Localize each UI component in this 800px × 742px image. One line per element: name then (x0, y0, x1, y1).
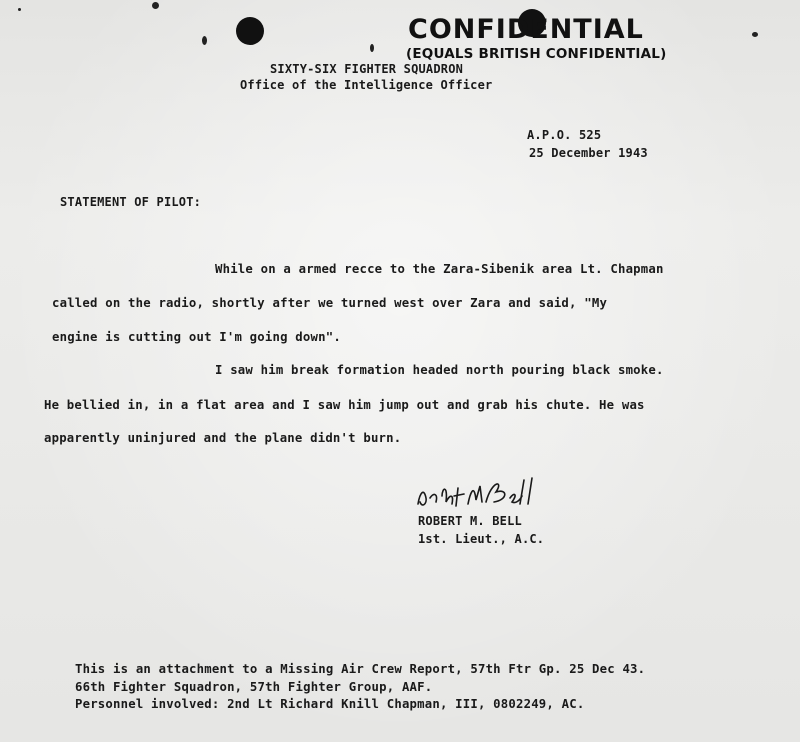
classification-stamp: CONFIDENTIAL (408, 14, 644, 45)
statement-heading: STATEMENT OF PILOT: (60, 195, 202, 209)
statement-line: I saw him break formation headed north pouring black smoke. (215, 363, 664, 377)
signatory-name: ROBERT M. BELL (418, 514, 522, 528)
document-date: 25 December 1943 (529, 146, 648, 160)
ink-speck (152, 2, 159, 9)
statement-line: He bellied in, in a flat area and I saw him jump out and grab his chute. He was (44, 398, 645, 412)
punch-hole-left (236, 17, 264, 45)
signatory-rank: 1st. Lieut., A.C. (418, 532, 545, 546)
ink-speck (370, 44, 374, 52)
apo-number: A.P.O. 525 (527, 128, 602, 142)
statement-line: apparently uninjured and the plane didn't burn. (44, 431, 402, 445)
footer-line: This is an attachment to a Missing Air Crew Report, 57th Ftr Gp. 25 Dec 43. (75, 662, 646, 676)
statement-line: engine is cutting out I'm going down". (52, 330, 341, 344)
statement-line: While on a armed recce to the Zara-Sibenik area Lt. Chapman (215, 262, 664, 276)
classification-equivalent: (EQUALS BRITISH CONFIDENTIAL) (406, 46, 667, 62)
office-name: Office of the Intelligence Officer (240, 78, 493, 92)
unit-name: SIXTY-SIX FIGHTER SQUADRON (270, 62, 464, 76)
ink-speck (752, 32, 758, 37)
handwritten-signature (412, 474, 552, 514)
ink-speck (18, 8, 21, 11)
footer-line: 66th Fighter Squadron, 57th Fighter Group, AAF. (75, 680, 433, 694)
statement-line: called on the radio, shortly after we turned west over Zara and said, "My (52, 296, 608, 310)
ink-speck (202, 36, 207, 45)
footer-line: Personnel involved: 2nd Lt Richard Knill Chapman, III, 0802249, AC. (75, 697, 585, 711)
